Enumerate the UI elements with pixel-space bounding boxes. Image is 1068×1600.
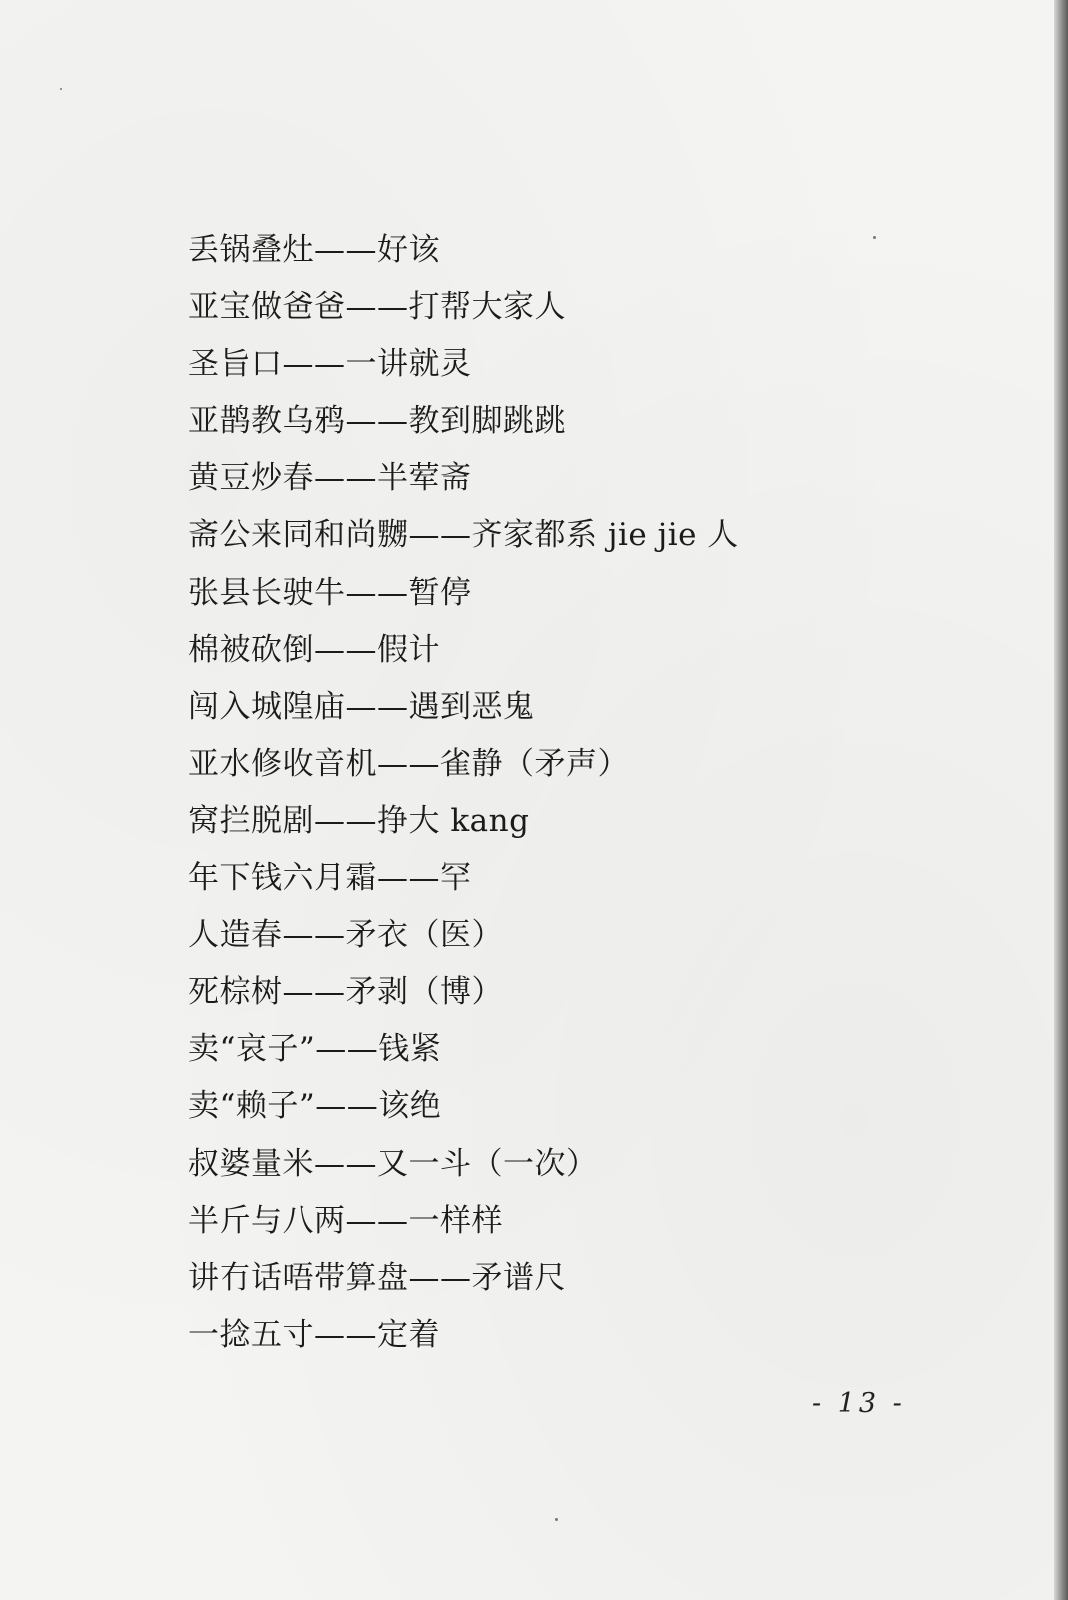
saying-line: 亚鹊教乌鸦——教到脚跳跳 <box>188 403 566 440</box>
saying-line: 死棕树——矛剥（博） <box>188 974 503 1011</box>
scan-speck <box>555 1518 558 1521</box>
saying-line: 讲冇话唔带算盘——矛谱尺 <box>188 1259 566 1296</box>
saying-line: 卖“赖子”——该绝 <box>188 1088 442 1125</box>
saying-line: 半斤与八两——一样样 <box>188 1202 503 1239</box>
saying-line: 圣旨口——一讲就灵 <box>188 346 472 383</box>
saying-line: 一捻五寸——定着 <box>188 1316 440 1353</box>
saying-line: 张县长驶牛——暂停 <box>188 574 472 611</box>
page-number: - 13 - <box>812 1388 906 1419</box>
saying-line: 叔婆量米——又一斗（一次） <box>188 1145 598 1182</box>
saying-line: 亚水修收音机——雀静（矛声） <box>188 745 629 782</box>
saying-line: 斋公来同和尚嬲——齐家都系 jie jie 人 <box>188 517 739 554</box>
scan-edge-shadow <box>1054 0 1068 1600</box>
saying-line: 窝拦脱剧——挣大 kang <box>188 802 530 839</box>
scan-speck <box>873 236 876 239</box>
saying-line: 亚宝做爸爸——打帮大家人 <box>188 289 566 326</box>
saying-line: 黄豆炒春——半荤斋 <box>188 460 472 497</box>
saying-line: 丢锅叠灶——好该 <box>188 232 440 268</box>
saying-line: 棉被砍倒——假计 <box>188 631 440 668</box>
saying-line: 年下钱六月霜——罕 <box>188 860 472 897</box>
saying-list <box>188 222 948 1364</box>
scan-speck <box>60 88 62 90</box>
saying-line: 卖“哀子”——钱紧 <box>188 1031 442 1068</box>
saying-line: 人造春——矛衣（医） <box>188 917 503 954</box>
saying-line: 闯入城隍庙——遇到恶鬼 <box>188 688 535 725</box>
